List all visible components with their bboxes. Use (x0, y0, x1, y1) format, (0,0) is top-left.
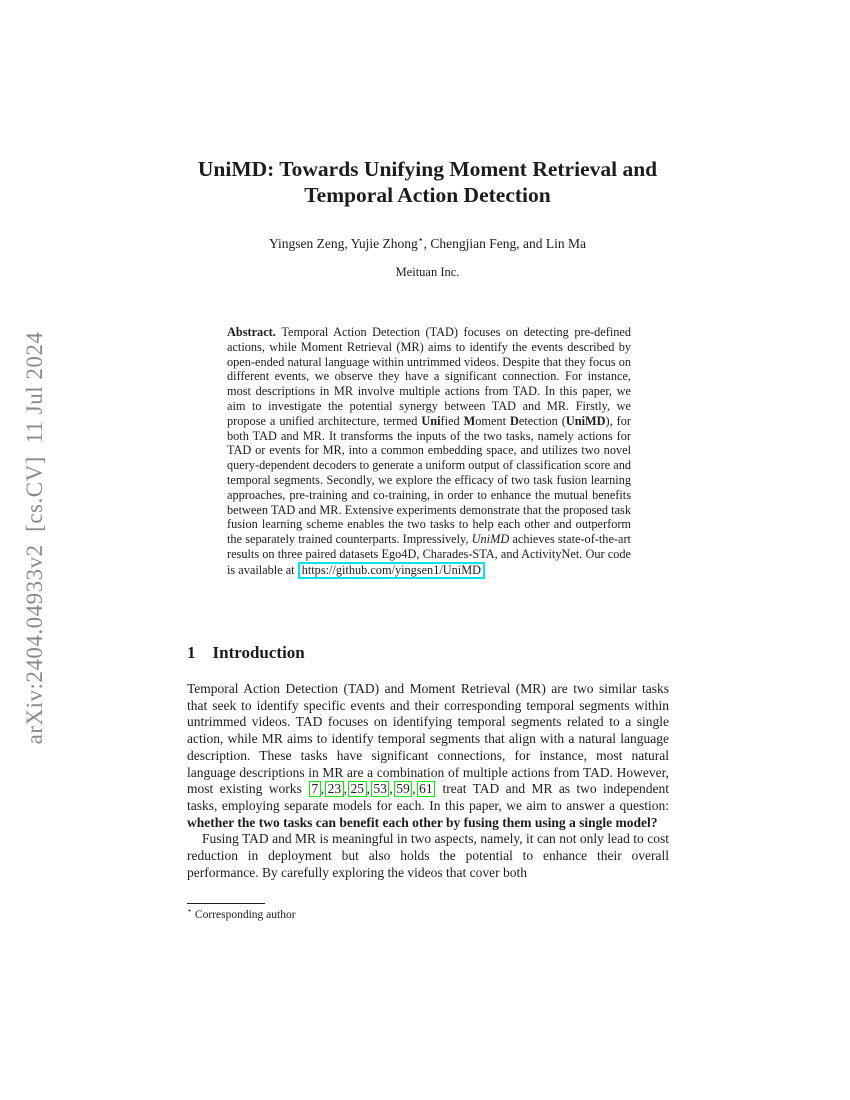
text-segment: M (463, 413, 476, 428)
text-segment: Uni (421, 413, 441, 428)
abstract-paragraph (227, 325, 631, 579)
text-segment: Temporal Action Detection (TAD) focuses on detecting pre-defined actions, while Moment Retrieval (MR) aims to identify the events described by open-ended natural language within untrimmed videos. Despite that they focus on different events, we observe they have a significant connection. For instance, most descriptions in MR involve multiple actions from TAD. In this paper, we aim to investigate the potential synergy between TAD and MR. Firstly, we propose a unified architecture, termed (227, 325, 631, 428)
citation-61[interactable]: 61 (417, 781, 436, 797)
paper-title-line1: UniMD: Towards Unifying Moment Retrieval and (197, 157, 658, 181)
text-segment: Fusing TAD and MR is meaningful in two aspects, namely, it can not only lead to cost reduction in deployment but also holds the potential to enhance their overall performance. By carefully exploring the videos that cover both (187, 831, 669, 880)
citation-53[interactable]: 53 (371, 781, 390, 797)
section-heading-introduction (187, 643, 668, 663)
citation-25[interactable]: 25 (348, 781, 367, 797)
intro-paragraph-1 (187, 681, 669, 831)
section-title: Introduction (212, 643, 305, 662)
text-segment: Corresponding author (192, 909, 296, 921)
corresponding-author-star: ⋆ (187, 906, 193, 916)
text-segment: fied (440, 413, 464, 428)
text-segment: ), for both TAD and MR. It transforms the inputs of the two tasks, namely actions for TAD or events for MR, into a common embedding space, and utilizes two novel query-dependent decoders to generate a uniform output of classification score and temporal segments. Secondly, we explore the efficacy of two task fusion learning approaches, pre-training and co-training, in order to enhance the mutual benefits between TAD and MR. Extensive experiments demonstrate that the proposed task fusion learning scheme enables the two tasks to help each other and outperform the separately trained counterparts. Impressively, (227, 413, 631, 547)
paper-title-line2: Temporal Action Detection (304, 183, 551, 207)
abstract-label: Abstract. (227, 325, 282, 339)
author-names: , Chengjian Feng, and Lin Ma (423, 236, 586, 251)
text-segment: , (320, 781, 325, 797)
intro-paragraph-2 (187, 831, 669, 881)
text-segment: treat TAD and MR as two independent tasks, employing separate models for each. In this paper, we aim to answer a question: (187, 781, 669, 813)
arxiv-watermark: arXiv:2404.04933v2 [cs.CV] 11 Jul 2024 (22, 331, 47, 745)
text-segment: D (509, 413, 519, 428)
text-segment: achieves state-of-the-art results on three paired datasets Ego4D, Charades-STA, and ActivityNet. Our code is available at (227, 532, 631, 577)
author-line (187, 236, 668, 252)
text-segment: , (366, 781, 370, 797)
text-segment: , (343, 781, 348, 797)
introduction-body (187, 681, 669, 881)
text-segment: UniMD (471, 532, 510, 547)
text-segment: whether the two tasks can benefit each other by fusing them using a single model? (187, 814, 658, 830)
section-number: 1 (187, 643, 196, 662)
github-url-link[interactable]: https://github.com/yingsen1/UniMD (298, 562, 485, 580)
citation-7[interactable]: 7 (309, 781, 321, 797)
citation-59[interactable]: 59 (394, 781, 413, 797)
affiliation: Meituan Inc. (395, 265, 460, 279)
author-names: Yingsen Zeng, Yujie Zhong (268, 236, 418, 251)
text-segment: UniMD (565, 413, 606, 428)
text-segment: , (412, 781, 416, 797)
corresponding-author-footnote (187, 908, 669, 922)
text-segment: , (389, 781, 393, 797)
corresponding-author-star: ⋆ (417, 235, 424, 246)
paper-title (187, 156, 668, 208)
text-segment: etection ( (518, 413, 566, 428)
citation-23[interactable]: 23 (325, 781, 344, 797)
footnote-divider (187, 903, 265, 904)
text-segment: oment (475, 413, 510, 428)
text-segment: Temporal Action Detection (TAD) and Moment Retrieval (MR) are two similar tasks that seek to identify specific events and their corresponding temporal segments within untrimmed videos. TAD focuses on identifying temporal segments related to a single action, while MR aims to identify temporal segments that align with a natural language description. These tasks have significant connections, for instance, most natural language descriptions in MR are a combination of multiple actions from TAD. However, most existing works (187, 681, 669, 797)
